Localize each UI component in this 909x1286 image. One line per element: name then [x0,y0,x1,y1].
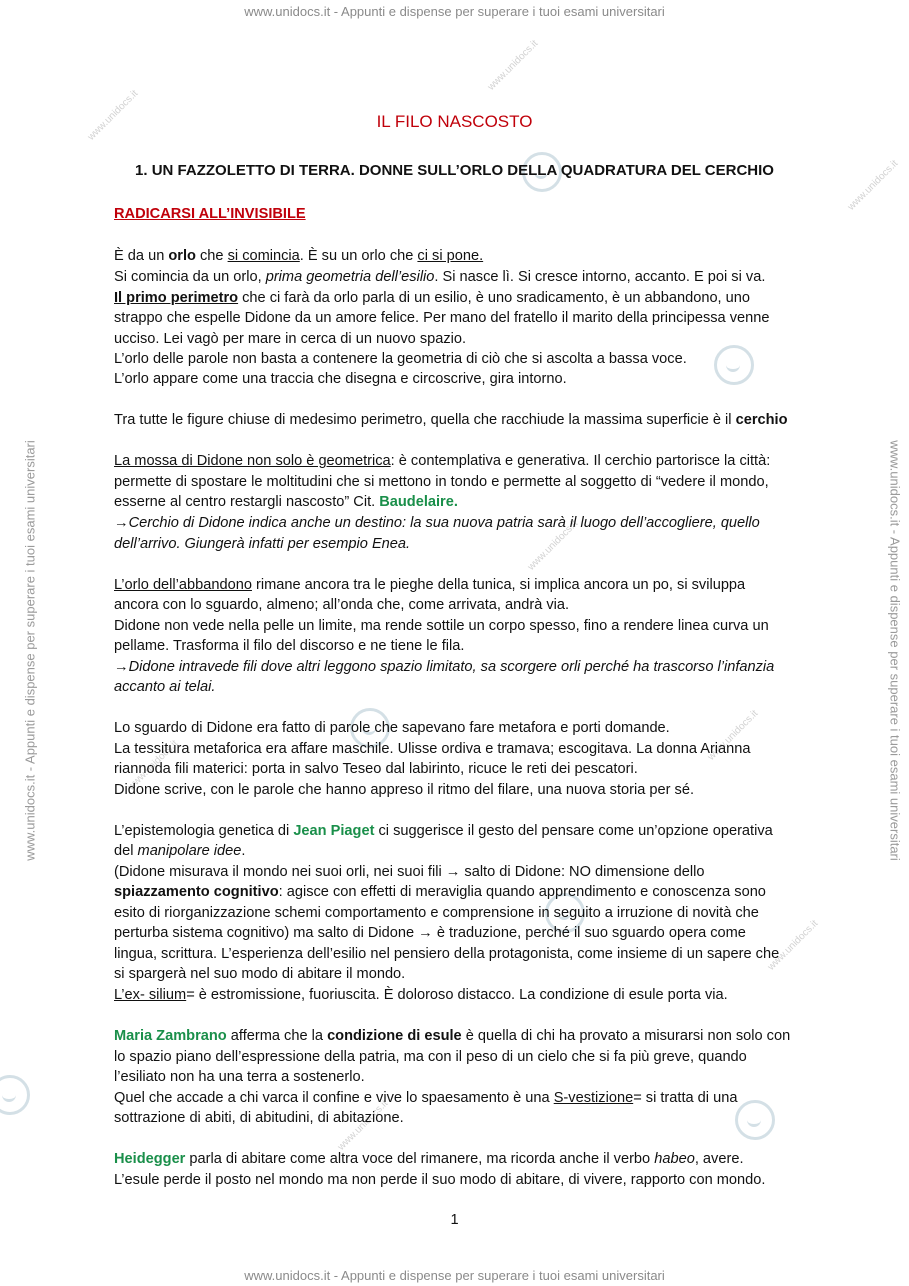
text-line [114,1088,737,1108]
text-span: S-vestizione [553,1090,634,1106]
text-line [114,1149,744,1169]
text-span: si comincia [227,248,300,264]
text-span: . Si nasce lì. Si cresce intorno, accanto. E poi si va. [434,269,766,285]
page-number: 1 [450,1212,459,1228]
text-span: cerchio [735,412,788,428]
watermark-bottom [0,1268,909,1283]
text-span: : agisce con effetti di meraviglia quando apprendimento e conoscenza sono [278,884,766,900]
text-span: : è contemplativa e generativa. Il cerchio partorisce la città: [390,453,771,469]
text-line [114,841,245,861]
text-span: Si comincia da un orlo, [114,269,266,285]
text-span: è quella di chi ha provato a misurarsi non solo con [461,1028,791,1044]
watermark-diagonal: www.unidocs.it [765,918,821,973]
text-span: La mossa di Didone non solo è geometrica [114,453,391,469]
text-line [114,410,788,430]
text-line: Didone non vede nella pelle un limite, ma rende sottile un corpo spesso, fino a rendere linea curva un [114,618,769,634]
watermark-top-text: www.unidocs.it - Appunti e dispense per superare i tuoi esami universitari [244,4,665,19]
text-line: si spargerà nel suo modo di abitare il mondo. [114,966,406,982]
text-span: È da un [114,248,169,264]
text-span: prima geometria dell’esilio [265,269,435,285]
text-span: L’orlo dell’abbandono [114,577,252,593]
text-line: L’orlo delle parole non basta a contenere la geometria di ciò che si ascolta a bassa voce. [114,351,687,367]
text-span: condizione di esule [327,1028,462,1044]
watermark-diagonal: www.unidocs.it [335,1098,391,1153]
document-title: IL FILO NASCOSTO [376,112,533,131]
text-line [114,985,728,1005]
text-line: sottrazione di abiti, di abitudini, di abitazione. [114,1110,404,1126]
text-line: ancora con lo sguardo, almeno; all’onda che, come arrivata, andrà via. [114,597,570,613]
text-line: esito di riorganizzazione schemi comportamento e comprensione in seguito a irruzione di novità che [114,905,759,921]
text-span: rimane ancora tra le pieghe della tunica, si implica ancora un po, si sviluppa [251,577,746,593]
text-line: strappo che espelle Didone da un amore felice. Per mano del fratello il marito della principessa venne [114,310,770,326]
text-span: L’ex- silium [114,987,187,1003]
text-span: Heidegger [114,1151,186,1167]
text-line: permette di spostare le moltitudini che si mettono in tondo e permette al soggetto di “vedere il mondo, [114,474,769,490]
text-line: perturba sistema cognitivo) ma salto di Didone → è traduzione, perché il suo sguardo opera come [114,925,746,941]
watermark-right [888,251,903,1051]
text-line [114,882,766,902]
text-span: parla di abitare come altra voce del rimanere, ma ricorda anche il verbo [185,1151,655,1167]
watermark-right-text: www.unidocs.it - Appunti e dispense per superare i tuoi esami universitari [887,440,903,861]
unidocs-logo-icon [0,1075,30,1115]
text-span: che [195,248,228,264]
text-span: spiazzamento cognitivo [114,884,279,900]
text-line [114,492,458,512]
arrow-icon: → [114,515,129,531]
text-span: Tra tutte le figure chiuse di medesimo perimetro, quella che racchiude la massima superficie è il [114,412,736,428]
text-line [114,288,750,308]
unidocs-logo-icon [735,1100,775,1140]
text-line: ucciso. Lei vagò per mare in cerca di un nuovo spazio. [114,331,467,347]
unidocs-logo-icon [714,345,754,385]
text-span: ci si pone. [417,248,484,264]
text-span: orlo [168,248,196,264]
text-span: afferma che la [226,1028,328,1044]
text-span: esserne al centro restargli nascosto” Cit. [114,494,380,510]
text-line: lo spazio piano dell’espressione della patria, ma con il peso di un cielo che si fa più greve, quando [114,1049,747,1065]
arrow-icon: → [114,659,129,675]
watermark-bottom-text: www.unidocs.it - Appunti e dispense per superare i tuoi esami universitari [244,1268,665,1283]
text-line [114,246,483,266]
text-span: Maria Zambrano [114,1028,227,1044]
subheading: RADICARSI ALL’INVISIBILE [114,206,306,222]
text-line [114,657,774,677]
text-span: Jean Piaget [293,823,375,839]
watermark-diagonal: www.unidocs.it [485,38,541,93]
text-line: lingua, scrittura. L’esperienza dell’esilio nel pensiero della protagonista, come insieme di un sapere che [114,946,780,962]
text-line [114,513,760,533]
watermark-diagonal: www.unidocs.it [125,738,181,793]
text-line [114,267,765,287]
text-span: habeo [654,1151,695,1167]
text-line: (Didone misurava il mondo nei suoi orli, nei suoi fili → salto di Didone: NO dimensione dello [114,864,705,880]
text-span: Baudelaire. [379,494,458,510]
text-line: Lo sguardo di Didone era fatto di parole che sapevano fare metafora e porti domande. [114,720,670,736]
watermark-left-text: www.unidocs.it - Appunti e dispense per superare i tuoi esami universitari [22,440,38,861]
text-line: dell’arrivo. Giungerà infatti per esempio Enea. [114,536,411,552]
watermark-top [0,4,909,19]
text-line: l’esiliato non ha una terra a sostenerlo. [114,1069,365,1085]
text-line [114,821,773,841]
watermark-diagonal: www.unidocs.it [845,158,901,213]
text-line: accanto ai telai. [114,679,216,695]
text-span: che ci farà da orlo parla di un esilio, è uno sradicamento, è un abbandono, uno [238,290,751,306]
section-heading: 1. UN FAZZOLETTO DI TERRA. DONNE SULL’ORLO DELLA QUADRATURA DEL CERCHIO [135,162,774,179]
text-line: Didone scrive, con le parole che hanno appreso il ritmo del filare, una nuova storia per sé. [114,782,695,798]
text-span: manipolare idee [137,843,242,859]
watermark-diagonal: www.unidocs.it [525,518,581,573]
text-span: Quel che accade a chi varca il confine e vive lo spaesamento è una [114,1090,554,1106]
text-span: del [114,843,138,859]
watermark-diagonal: www.unidocs.it [85,88,141,143]
text-line: riannoda fili materici: porta in salvo Teseo dal labirinto, ricuce le reti dei pescatori. [114,761,638,777]
text-span: L’epistemologia genetica di [114,823,294,839]
text-line [114,451,770,471]
text-span: Il primo perimetro [114,290,239,306]
text-line: L’orlo appare come una traccia che disegna e circoscrive, gira intorno. [114,371,567,387]
text-span: = si tratta di una [633,1090,738,1106]
text-span: ci suggerisce il gesto del pensare come un’opzione operativa [374,823,773,839]
watermark-diagonal: www.unidocs.it [705,708,761,763]
text-span: . È su un orlo che [299,248,418,264]
text-line: L’esule perde il posto nel mondo ma non perde il suo modo di abitare, di vivere, rapporto con mondo. [114,1172,766,1188]
text-line [114,1026,790,1046]
text-line [114,575,745,595]
text-span: Cerchio di Didone indica anche un destino: la sua nuova patria sarà il luogo dell’accogliere, quello [128,515,760,531]
text-span: , avere. [694,1151,744,1167]
text-line: pellame. Trasforma il filo del discorso e ne tiene le fila. [114,638,465,654]
text-span: = è estromissione, fuoriuscita. È doloroso distacco. La condizione di esule porta via. [186,987,728,1003]
watermark-left [23,251,38,1051]
text-line: La tessitura metaforica era affare maschile. Ulisse ordiva e tramava; escogitava. La donna Arianna [114,741,751,757]
text-span: . [241,843,246,859]
text-span: Didone intravede fili dove altri leggono spazio limitato, sa scorgere orli perché ha trascorso l’infanzia [128,659,775,675]
